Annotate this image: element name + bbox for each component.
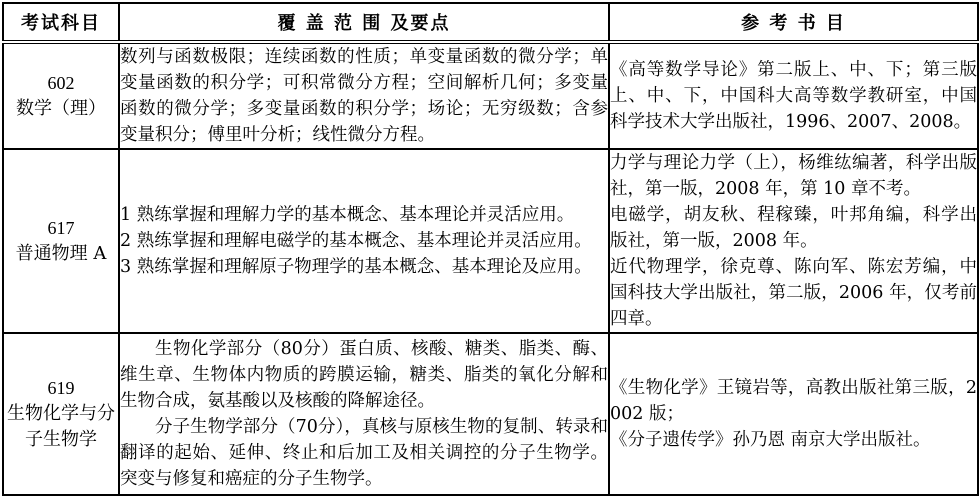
coverage-cell — [119, 333, 609, 495]
coverage-cell — [119, 149, 609, 333]
coverage-item: 分子生物学部分（70分），真核与原核生物的复制、转录和翻译的起始、延伸、终止和后加工及相关调控的分子生物学。突变与修复和癌症的分子生物学。 — [120, 417, 608, 489]
header-books: 参 考 书 目 — [609, 3, 978, 42]
coverage-item: 数列与函数极限；连续函数的性质；单变量函数的微分学；单变量函数的积分学；可积常微分方程；空间解析几何；多变量函数的微分学；多变量函数的积分学；场论；无穷级数；含参变量积分；傅里叶分析；线性微分方程。 — [120, 47, 608, 145]
books-cell — [609, 42, 978, 149]
syllabus-table — [2, 2, 979, 496]
subject-name: 生物化学与分子生物学 — [7, 403, 115, 450]
book-item: 《分子遗传学》孙乃恩 南京大学出版社。 — [610, 430, 931, 450]
header-row — [3, 3, 978, 42]
header-coverage: 覆 盖 范 围 及要点 — [119, 3, 609, 42]
book-item: 电磁学，胡友秋、程稼臻，叶邦角编，科学出版社，第一版，2008 年。 — [610, 205, 977, 251]
coverage-item: 生物化学部分（80分）蛋白质、核酸、糖类、脂类、酶、维生章、生物体内物质的跨膜运输，糖类、脂类的氧化分解和生物合成，氨基酸以及核酸的降解途径。 — [120, 339, 608, 411]
table-row — [3, 42, 978, 149]
table-row — [3, 333, 978, 495]
books-cell — [609, 333, 978, 495]
coverage-item: 1 熟练掌握和理解力学的基本概念、基本理论并灵活应用。 — [120, 205, 575, 225]
coverage-item: 3 熟练掌握和理解原子物理学的基本概念、基本理论及应用。 — [120, 257, 592, 277]
subject-name: 普通物理 A — [15, 243, 107, 264]
coverage-cell — [119, 42, 609, 149]
subject-cell — [3, 149, 119, 333]
header-subject: 考试科目 — [3, 3, 119, 42]
table-row — [3, 149, 978, 333]
subject-code: 617 — [47, 218, 75, 238]
books-cell — [609, 149, 978, 333]
book-item: 《生物化学》王镜岩等，高教出版社第三版，2002 版； — [610, 378, 977, 424]
book-item: 近代物理学，徐克尊、陈向军、陈宏芳编，中国科技大学出版社，第二版，2006 年，仅考前四章。 — [610, 257, 977, 329]
subject-cell — [3, 42, 119, 149]
subject-code: 619 — [47, 378, 75, 398]
subject-code: 602 — [47, 73, 75, 93]
coverage-item: 2 熟练掌握和理解电磁学的基本概念、基本理论并灵活应用。 — [120, 231, 592, 251]
book-item: 力学与理论力学（上），杨维纮编著，科学出版社，第一版，2008 年，第 10 章不考。 — [610, 153, 977, 199]
subject-cell — [3, 333, 119, 495]
book-item: 《高等数学导论》第二版上、中、下；第三版上、中、下，中国科大高等数学教研室，中国科学技术大学出版社，1996、2007、2008。 — [610, 60, 977, 132]
subject-name: 数学（理） — [16, 98, 106, 119]
